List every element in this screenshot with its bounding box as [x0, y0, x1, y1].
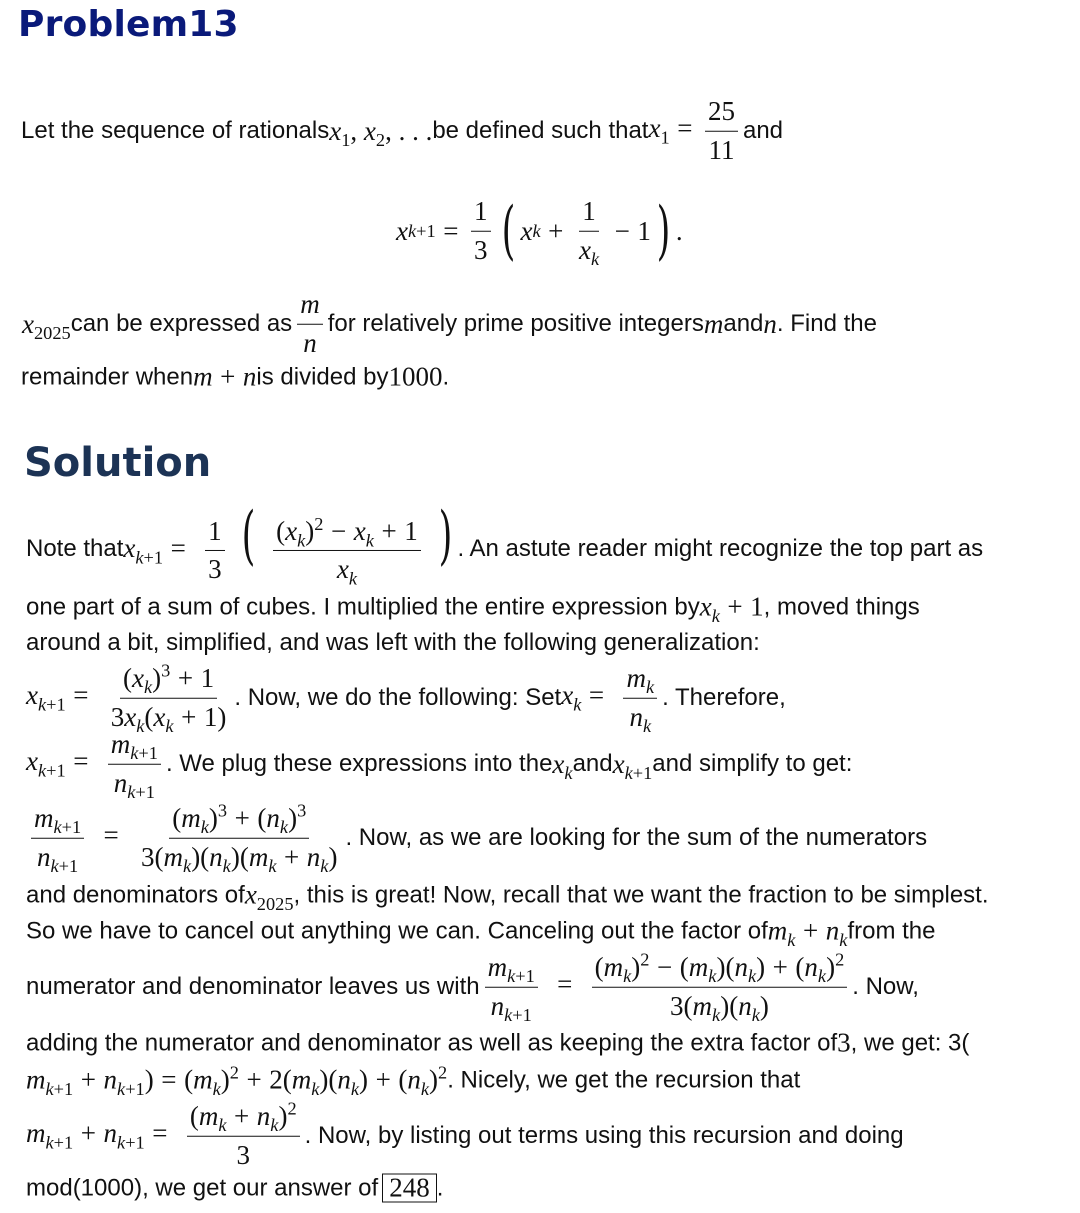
math-sequence: $x_1$, $x_2$, . . .	[329, 115, 433, 150]
solution-title: Solution	[24, 440, 212, 486]
math-x1-definition: $x_1$ = $\frac{25}{11}$	[648, 95, 743, 168]
final-answer-box: 248	[382, 1174, 437, 1203]
problem-title: Problem13	[18, 4, 239, 45]
